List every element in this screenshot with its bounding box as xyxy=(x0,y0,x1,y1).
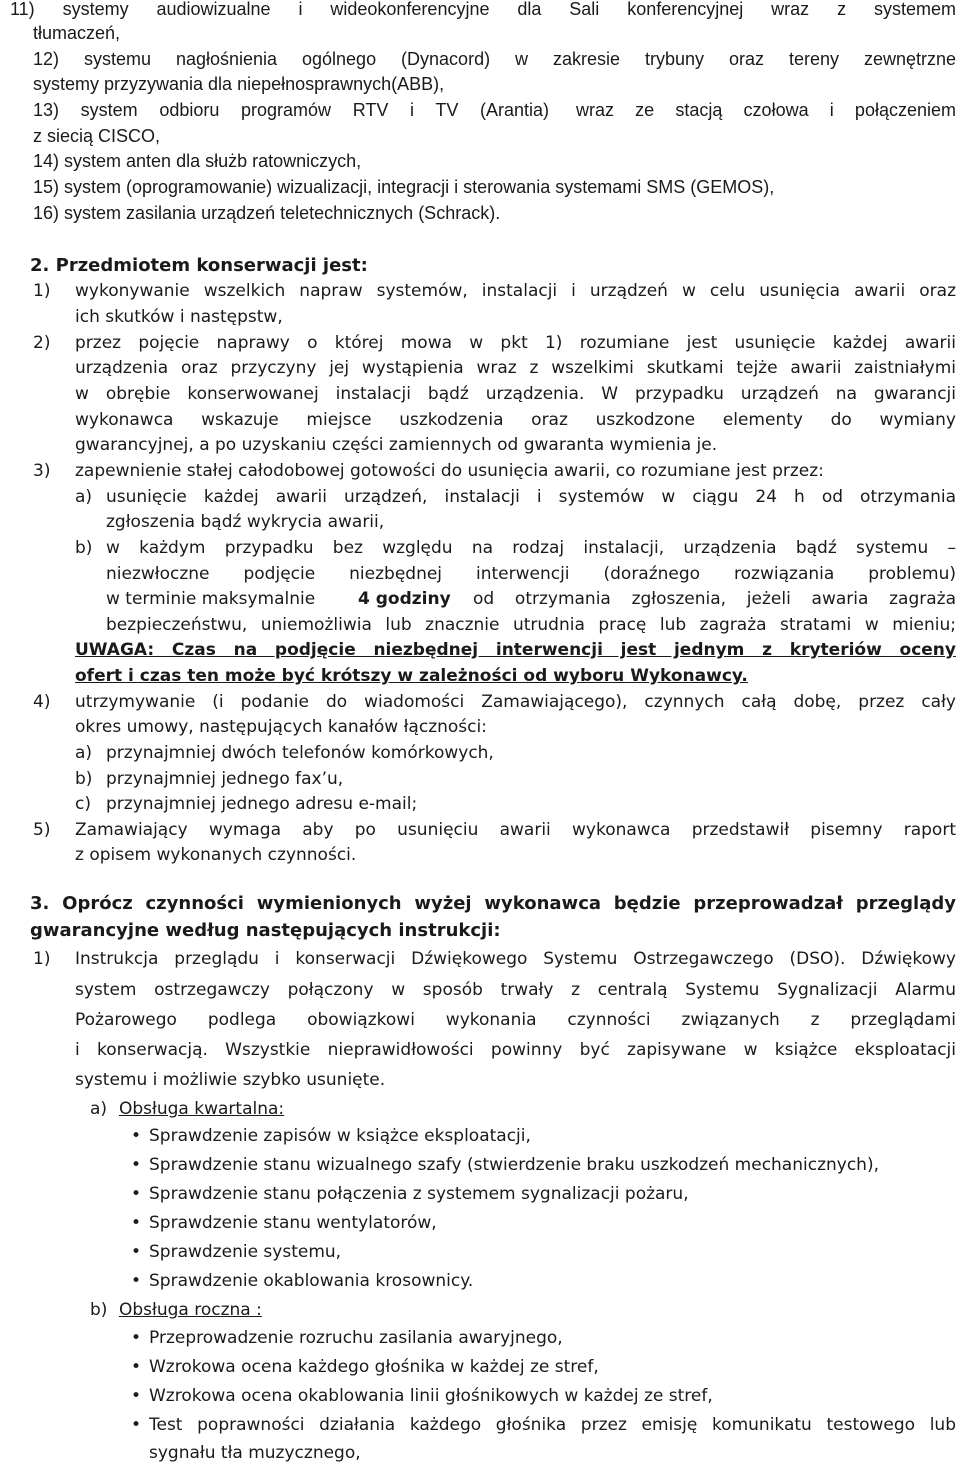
item-2-line: w obrębie konserwowanej instalacji bądź urządzenia. W przypadku urządzeń na gwarancji xyxy=(75,384,956,404)
item-4c-line: przynajmniej jednego adresu e-mail; xyxy=(106,794,418,814)
item-3b-deadline: 4 godziny xyxy=(358,589,451,609)
quarterly-item: Sprawdzenie stanu wentylatorów, xyxy=(149,1213,437,1233)
bullet-icon: • xyxy=(131,1184,142,1204)
item-marker: 4) xyxy=(33,692,51,712)
bullet-icon: • xyxy=(131,1386,142,1406)
subitem-marker: b) xyxy=(75,769,93,789)
quarterly-service-title: Obsługa kwartalna: xyxy=(119,1099,285,1119)
list-item-12-cont: systemy przyzywania dla niepełnosprawnych(ABB), xyxy=(33,74,445,94)
item-3a-line: zgłoszenia bądź wykrycia awarii, xyxy=(106,512,385,532)
section-3-heading: 3. Oprócz czynności wymienionych wyżej wykonawca będzie przeprowadzał przeglądy xyxy=(30,893,956,914)
quarterly-item: Sprawdzenie stanu wizualnego szafy (stwierdzenie braku uszkodzeń mechanicznych), xyxy=(149,1155,879,1175)
list-item-13-end: z siecią CISCO, xyxy=(33,126,161,146)
subitem-marker: b) xyxy=(75,538,93,558)
bullet-icon: • xyxy=(131,1242,142,1262)
item-2-line: przez pojęcie naprawy o której mowa w pkt 1) rozumiane jest usunięcie każdej awarii xyxy=(75,333,956,353)
bullet-icon: • xyxy=(131,1126,142,1146)
list-item-13-cont: wraz ze stacją czołowa i połączeniem xyxy=(576,100,956,120)
item-5-line: Zamawiający wymaga aby po usunięciu awarii wykonawca przedstawił pisemny raport xyxy=(75,820,956,840)
bullet-icon: • xyxy=(131,1271,142,1291)
item-marker: 5) xyxy=(33,820,51,840)
section-3-heading: gwarancyjne według następujących instrukcji: xyxy=(30,920,501,941)
list-item-15: 15) system (oprogramowanie) wizualizacji, integracji i sterowania systemami SMS (GEMOS), xyxy=(33,177,775,197)
list-item-14: 14) system anten dla służb ratowniczych, xyxy=(33,151,362,171)
item-3b-line-end: od otrzymania zgłoszenia, jeżeli awaria zagraża xyxy=(473,589,956,609)
annual-item: Przeprowadzenie rozruchu zasilania awaryjnego, xyxy=(149,1328,563,1348)
list-item-12: 12) systemu nagłośnienia ogólnego (Dynacord) w zakresie trybuny oraz tereny zewnętrzne xyxy=(33,49,956,69)
item-marker: 1) xyxy=(33,281,51,301)
annual-item: Test poprawności działania każdego głośnika przez emisję komunikatu testowego lub xyxy=(149,1415,956,1435)
item-1-line: ich skutków i następstw, xyxy=(75,307,283,327)
annual-item: Wzrokowa ocena każdego głośnika w każdej ze stref, xyxy=(149,1357,599,1377)
item-4-line: utrzymywanie (i podanie do wiadomości Zamawiającego), czynnych całą dobę, przez cały xyxy=(75,692,956,712)
item-marker: 3) xyxy=(33,461,51,481)
item-3b-line-start: w terminie maksymalnie xyxy=(106,589,316,609)
subitem-marker: a) xyxy=(75,487,93,507)
list-item-11: 11) systemy audiowizualne i wideokonferencyjne dla Sali konferencyjnej wraz z systemem xyxy=(10,0,956,19)
dso-paragraph-line: Pożarowego podlega obowiązkowi wykonania czynności związanych z przeglądami xyxy=(75,1010,956,1030)
item-3-line: zapewnienie stałej całodobowej gotowości do usunięcia awarii, co rozumiane jest przez: xyxy=(75,461,824,481)
bullet-icon: • xyxy=(131,1328,142,1348)
annual-service-title: Obsługa roczna : xyxy=(119,1300,262,1320)
item-3a-line: usunięcie każdej awarii urządzeń, instalacji i systemów w ciągu 24 h od otrzymania xyxy=(106,487,956,507)
section-2-heading: 2. Przedmiotem konserwacji jest: xyxy=(30,255,368,276)
dso-paragraph-line: system ostrzegawczy połączony w sposób trwały z centralą Systemu Sygnalizacji Alarmu xyxy=(75,980,956,1000)
item-5-line: z opisem wykonanych czynności. xyxy=(75,845,357,865)
quarterly-item: Sprawdzenie stanu połączenia z systemem sygnalizacji pożaru, xyxy=(149,1184,689,1204)
item-3b-line: w każdym przypadku bez względu na rodzaj instalacji, urządzenia bądź systemu – xyxy=(106,538,956,558)
bullet-icon: • xyxy=(131,1415,142,1435)
bullet-icon: • xyxy=(131,1155,142,1175)
list-item-13: 13) system odbioru programów RTV i TV (Arantia) xyxy=(33,100,549,120)
warning-note: ofert i czas ten może być krótszy w zależności od wyboru Wykonawcy. xyxy=(75,666,748,686)
item-4a-line: przynajmniej dwóch telefonów komórkowych, xyxy=(106,743,494,763)
item-2-line: wykonawca wskazuje miejsce uszkodzenia oraz uszkodzone elementy do wymiany xyxy=(75,410,956,430)
quarterly-item: Sprawdzenie zapisów w książce eksploatacji, xyxy=(149,1126,531,1146)
annual-item: Wzrokowa ocena okablowania linii głośnikowych w każdej ze stref, xyxy=(149,1386,713,1406)
item-3b-line: niezwłoczne podjęcie niezbędnej interwencji (doraźnego rozwiązania problemu) xyxy=(106,564,956,584)
item-4-line: okres umowy, następujących kanałów łączności: xyxy=(75,717,487,737)
item-marker: 2) xyxy=(33,333,51,353)
dso-paragraph-line: Instrukcja przeglądu i konserwacji Dźwiękowego Systemu Ostrzegawczego (DSO). Dźwiękowy xyxy=(75,949,956,969)
item-4b-line: przynajmniej jednego fax’u, xyxy=(106,769,344,789)
quarterly-item: Sprawdzenie systemu, xyxy=(149,1242,342,1262)
item-1-line: wykonywanie wszelkich napraw systemów, instalacji i urządzeń w celu usunięcia awarii oraz xyxy=(75,281,956,301)
item-2-line: gwarancyjnej, a po uzyskaniu części zamiennych od gwaranta wymienia je. xyxy=(75,435,718,455)
annual-item: sygnału tła muzycznego, xyxy=(149,1443,361,1463)
list-item-16: 16) system zasilania urządzeń teletechnicznych (Schrack). xyxy=(33,203,501,223)
bullet-icon: • xyxy=(131,1213,142,1233)
item-2-line: urządzenia oraz przyczyny jej wystąpienia wraz z wszelkimi skutkami tejże awarii zaistniałymi xyxy=(75,358,956,378)
subitem-marker: a) xyxy=(90,1099,108,1119)
subitem-marker: c) xyxy=(75,794,91,814)
subitem-marker: a) xyxy=(75,743,93,763)
dso-paragraph-line: i konserwacją. Wszystkie nieprawidłowości powinny być zapisywane w książce eksploatacji xyxy=(75,1040,956,1060)
item-marker: 1) xyxy=(33,949,51,969)
bullet-icon: • xyxy=(131,1357,142,1377)
subitem-marker: b) xyxy=(90,1300,108,1320)
warning-note: UWAGA: Czas na podjęcie niezbędnej interwencji jest jednym z kryteriów oceny xyxy=(75,640,956,660)
list-item-11-cont: tłumaczeń, xyxy=(33,23,121,43)
quarterly-item: Sprawdzenie okablowania krosownicy. xyxy=(149,1271,474,1291)
dso-paragraph-line: systemu i możliwie szybko usunięte. xyxy=(75,1070,386,1090)
item-3b-line: bezpieczeństwu, uniemożliwia lub znacznie utrudnia pracę lub zagraża stratami w mieniu; xyxy=(106,615,956,635)
